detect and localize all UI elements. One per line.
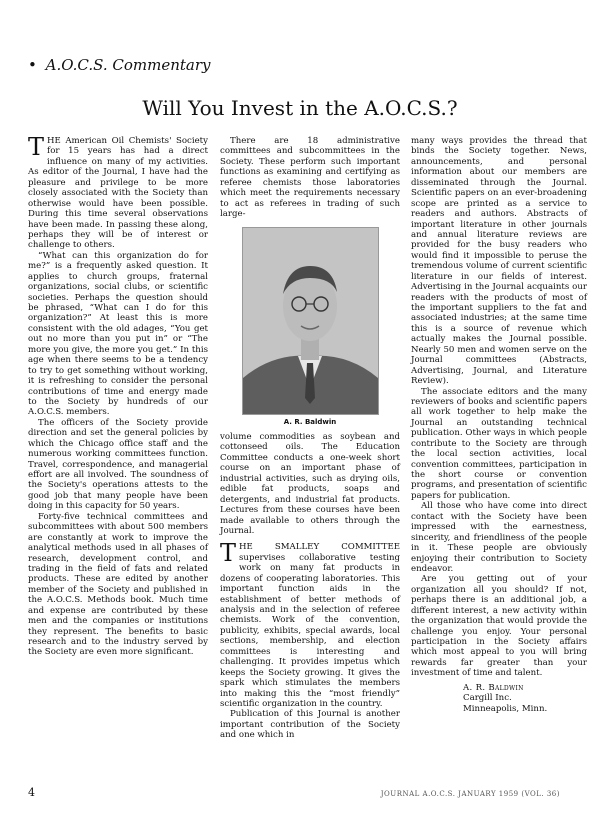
section-label: A.O.C.S. Commentary	[45, 56, 211, 74]
paragraph	[28, 133, 208, 251]
photo-caption: A. R. Baldwin	[283, 417, 337, 426]
column-2	[220, 136, 400, 741]
bullet-icon: •	[28, 56, 37, 74]
page-number: 4	[28, 786, 35, 799]
paragraph-text: HE American Oil Chemists' Society for 15 years has had a direct influence on many of my activities. As editor of the Journal, I have had the pleasure and privilege to be more closely associated with the Society than otherwise would have been possible. During this time several observations have been made. In passing these along, perhaps they will be of interest or challenge to others.	[28, 136, 208, 251]
signature-company: Cargill Inc.	[463, 693, 512, 704]
paragraph: many ways provides the thread that binds the Society together. News, announcements, and personal information about our members are disseminated through the Journal. Scientific papers on an ever-broadening scope are printed as a service to readers and authors. Abstracts of important literature in other journals and annual literature reviews are provided for the busy readers who would find it impossible to peruse the tremendous volume of current scientific literature in our fields of interest. Advertising in the Journal acquaints our readers with the products of most of the important suppliers to the fat and associated industries; at the same time this is a source of revenue which actually makes the Journal possible. Nearly 50 men and women serve on the Journal committees (Abstracts, Advertising, Journal, and Literature Review).	[411, 136, 587, 387]
section-heading	[28, 56, 211, 74]
paragraph	[220, 539, 400, 709]
portrait-image	[243, 228, 378, 414]
paragraph-text: supervises collaborative testing work on many fat products in dozens of cooperating laboratories. This important function aids in the establishment of better methods of analysis and in the selection of referee chemists. Work of the convention, publicity, exhibits, special awards, local sections, membership, and election committees is interesting and challenging. It provides impetus which keeps the Society growing. It gives the spark which stimulates the members into making this the “most friendly” scientific organization in the country.	[220, 552, 400, 709]
column-1	[28, 133, 208, 658]
drop-cap: T	[220, 539, 237, 568]
paragraph: Forty-five technical committees and subcommittees with about 500 members are constantly at work to improve the analytical methods used in all phases of research, development control, and trading in the field of fats and related products. These are edited by another member of the Society and published in the A.O.C.S. Methods book. Much time and expense are contributed by these men and the companies or institutions they represent. The benefits to basic research and to the industry served by the Society are even more significant.	[28, 511, 208, 658]
signature-name: A. R. Baldwin	[463, 682, 524, 693]
paragraph: All those who have come into direct contact with the Society have been impressed with the earnestness, sincerity, and friendliness of the people in it. These people are obviously enjoying their contribution to Society endeavor.	[411, 501, 587, 574]
paragraph: There are 18 administrative committees and subcommittees in the Society. These perform such important functions as examining and certifying as referee chemists those laboratories which meet the requirements necessary to act as referees in trading of such large-	[220, 136, 400, 220]
drop-cap: T	[28, 133, 45, 161]
page-title: Will You Invest in the A.O.C.S.?	[142, 96, 458, 120]
smallcaps-text: HE SMALLEY COMMITTEE	[239, 542, 400, 553]
paragraph: Publication of this Journal is another important contribution of the Society and one which in	[220, 709, 400, 741]
paragraph: “What can this organization do for me?” is a frequently asked question. It applies to church groups, fraternal organizations, social clubs, or scientific societies. Perhaps the question should be phrased, “What can I do for this organization?” At least this is more consistent with the old adages, “You get out no more than you put in” or “The more you give, the more you get.” In this age when there seems to be a tendency to try to get something without working, it is refreshing to consider the personal contributions of time and energy made to the Society by hundreds of our A.O.C.S. members.	[28, 250, 208, 418]
signature-city: Minneapolis, Minn.	[463, 704, 548, 715]
paragraph: volume commodities as soybean and cottonseed oils. The Education Committee conducts a one-week short course on an important phase of industrial activities, such as drying oils, edible fat products, soaps and detergents, and industrial fat products. Lectures from these courses have been made available to others through the Journal.	[220, 432, 400, 536]
author-photo	[242, 227, 379, 415]
signature-block	[411, 683, 587, 715]
column-3	[411, 136, 587, 715]
journal-footer: JOURNAL A.O.C.S. JANUARY 1959 (VOL. 36)	[380, 790, 560, 798]
paragraph: The officers of the Society provide direction and set the general policies by which the Chicago office staff and the numerous working committees function. Travel, correspondence, and managerial effort are all involved. The soundness of the Society's operations attests to the good job that many people have been doing in this capacity for 50 years.	[28, 417, 208, 512]
paragraph: The associate editors and the many reviewers of books and scientific papers all work together to help make the Journal an outstanding technical publication. Other ways in which people contribute to the Society are through the local section activities, local convention committees, participation in the short course or convention programs, and presentation of scientific papers for publication.	[411, 386, 587, 501]
paragraph: Are you getting out of your organization all you should? If not, perhaps there is an additional job, a different interest, a new activity within the organization that would provide the challenge you enjoy. Your personal participation in the Society affairs which most appeal to you will bring rewards far greater than your investment of time and talent.	[411, 574, 587, 679]
